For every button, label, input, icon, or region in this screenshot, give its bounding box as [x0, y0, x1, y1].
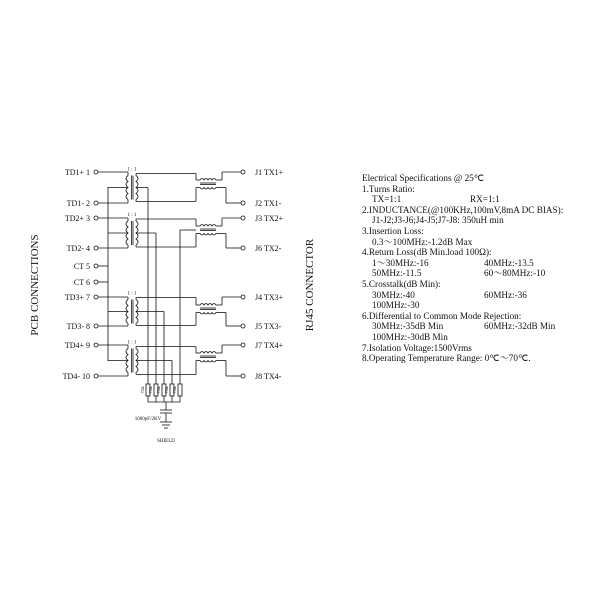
rj45-pin-label: J8 TX4- — [255, 372, 282, 381]
spec-value: 50MHz:-11.5 — [372, 268, 422, 279]
spec-row — [362, 258, 598, 269]
specs-title: Electrical Specifications @ 25℃ — [362, 173, 485, 183]
pcb-pin-label: TD4- 10 — [62, 372, 90, 381]
pcb-pin-terminal — [94, 264, 98, 268]
spec-row — [362, 321, 598, 332]
pcb-pin-terminal — [94, 246, 98, 250]
pcb-pin-terminal — [94, 374, 98, 378]
spec-value: 100MHz:-30 — [372, 300, 420, 311]
pcb-connections-label: PCB CONNECTIONS — [29, 234, 41, 336]
pcb-pin-label: TD1- 2 — [66, 199, 90, 208]
choke-coil-top — [200, 179, 216, 181]
spec-row — [362, 215, 598, 226]
rj45-pin-terminal — [241, 324, 245, 328]
choke-coil-bottom — [200, 361, 216, 363]
shield-label: SHIELD — [157, 439, 175, 444]
pcb-pin-label: TD4+ 9 — [64, 341, 90, 350]
turns-ratio-label: 1 : 1 — [127, 167, 137, 173]
rj45-pin-label: J7 TX4+ — [255, 341, 284, 350]
spec-value: 30MHz:-40 — [372, 289, 415, 300]
rj45-pin-label: J1 TX1+ — [255, 168, 284, 177]
rj45-pin-label: J3 TX2+ — [255, 214, 284, 223]
resistor-value: 75Ω — [156, 386, 161, 394]
rj45-pin-terminal — [241, 295, 245, 299]
rj45-pin-terminal — [241, 374, 245, 378]
pcb-pin-label: TD2+ 3 — [64, 214, 90, 223]
rj45-pin-terminal — [241, 201, 245, 205]
choke-coil-top — [200, 352, 216, 354]
turns-ratio-label: 1 : 1 — [127, 340, 137, 346]
pcb-pin-terminal — [94, 295, 98, 299]
choke-coil-top — [200, 225, 216, 227]
spec-value: 60MHz:-32dB Min — [484, 321, 556, 332]
pcb-pin-label: TD1+ 1 — [64, 168, 90, 177]
spec-heading: 2.INDUCTANCE(@100KHz,100mV,8mA DC BIAS): — [362, 204, 564, 215]
pcb-pin-terminal — [94, 201, 98, 205]
pcb-pin-label: TD3- 8 — [66, 322, 90, 331]
pcb-pin-label: CT 6 — [73, 278, 90, 287]
spec-heading: 3.Insertion Loss: — [362, 225, 424, 236]
rj45-pin-terminal — [241, 216, 245, 220]
spec-value: 40MHz:-13.5 — [484, 257, 534, 268]
turns-ratio-label: 1 : 1 — [127, 213, 137, 218]
spec-row — [362, 332, 598, 343]
choke-coil-bottom — [200, 188, 216, 190]
resistor-value: 75Ω — [148, 386, 153, 394]
spec-value: 100MHz:-30dB Min — [372, 331, 448, 342]
spec-row — [362, 290, 598, 301]
spec-row — [362, 237, 598, 248]
rj45-pin-terminal — [241, 170, 245, 174]
spec-value: 30MHz:-35dB Min — [372, 321, 444, 332]
spec-row — [362, 194, 598, 205]
electrical-specifications — [362, 173, 598, 364]
rj45-pin-label: J5 TX3- — [255, 322, 282, 331]
spec-value: 0.3～100MHz:-1.2dB Max — [372, 236, 473, 247]
resistor-value: 75Ω — [172, 386, 177, 394]
rj45-pin-label: J2 TX1- — [255, 199, 282, 208]
pcb-pin-terminal — [94, 216, 98, 220]
termination-resistor — [178, 384, 182, 396]
rj45-pin-terminal — [241, 246, 245, 250]
resistor-value: 75Ω — [164, 386, 169, 394]
choke-coil-top — [200, 304, 216, 306]
spec-heading: 7.Isolation Voltage:1500Vrms — [362, 342, 472, 353]
rj45-pin-label: J4 TX3+ — [255, 293, 284, 302]
pcb-pin-terminal — [94, 343, 98, 347]
spec-list — [362, 184, 598, 364]
pcb-pin-terminal — [94, 280, 98, 284]
spec-heading: 4.Return Loss(dB Min.load 100Ω): — [362, 247, 492, 258]
rj45-pin-label: J6 TX2- — [255, 244, 282, 253]
spec-row — [362, 268, 598, 279]
spec-heading: 6.Differential to Common Mode Rejection: — [362, 310, 522, 321]
spec-value: TX=1:1 — [372, 194, 402, 205]
pcb-pin-label: TD2- 4 — [66, 244, 90, 253]
pcb-pin-label: TD3+ 7 — [64, 293, 90, 302]
rj45-connector-label: RJ45 CONNECTOR — [304, 238, 316, 332]
spec-value: J1-J2;J3-J6;J4-J5;J7-J8: 350uH min — [372, 215, 504, 226]
turns-ratio-label: 1 : 1 — [127, 291, 137, 297]
spec-value: 1～30MHz:-16 — [372, 257, 429, 268]
pcb-pin-label: CT 5 — [73, 262, 90, 271]
spec-value: 60MHz:-36 — [484, 289, 527, 300]
spec-heading: 8.Operating Temperature Range: 0℃～70℃. — [362, 353, 531, 364]
pcb-pin-terminal — [94, 170, 98, 174]
spec-row — [362, 300, 598, 311]
spec-heading: 1.Turns Ratio: — [362, 183, 415, 194]
spec-heading: 5.Crosstalk(dB Min): — [362, 278, 441, 289]
choke-coil-bottom — [200, 313, 216, 315]
pcb-pin-terminal — [94, 324, 98, 328]
spec-value: 60～80MHz:-10 — [484, 268, 546, 279]
spec-value: RX=1:1 — [470, 194, 500, 205]
wiring — [94, 167, 245, 428]
choke-coil-bottom — [200, 234, 216, 236]
capacitor-label: 1000pF/2KV — [134, 417, 162, 422]
rj45-pin-terminal — [241, 343, 245, 347]
resistor-value: 75Ω — [140, 386, 145, 394]
